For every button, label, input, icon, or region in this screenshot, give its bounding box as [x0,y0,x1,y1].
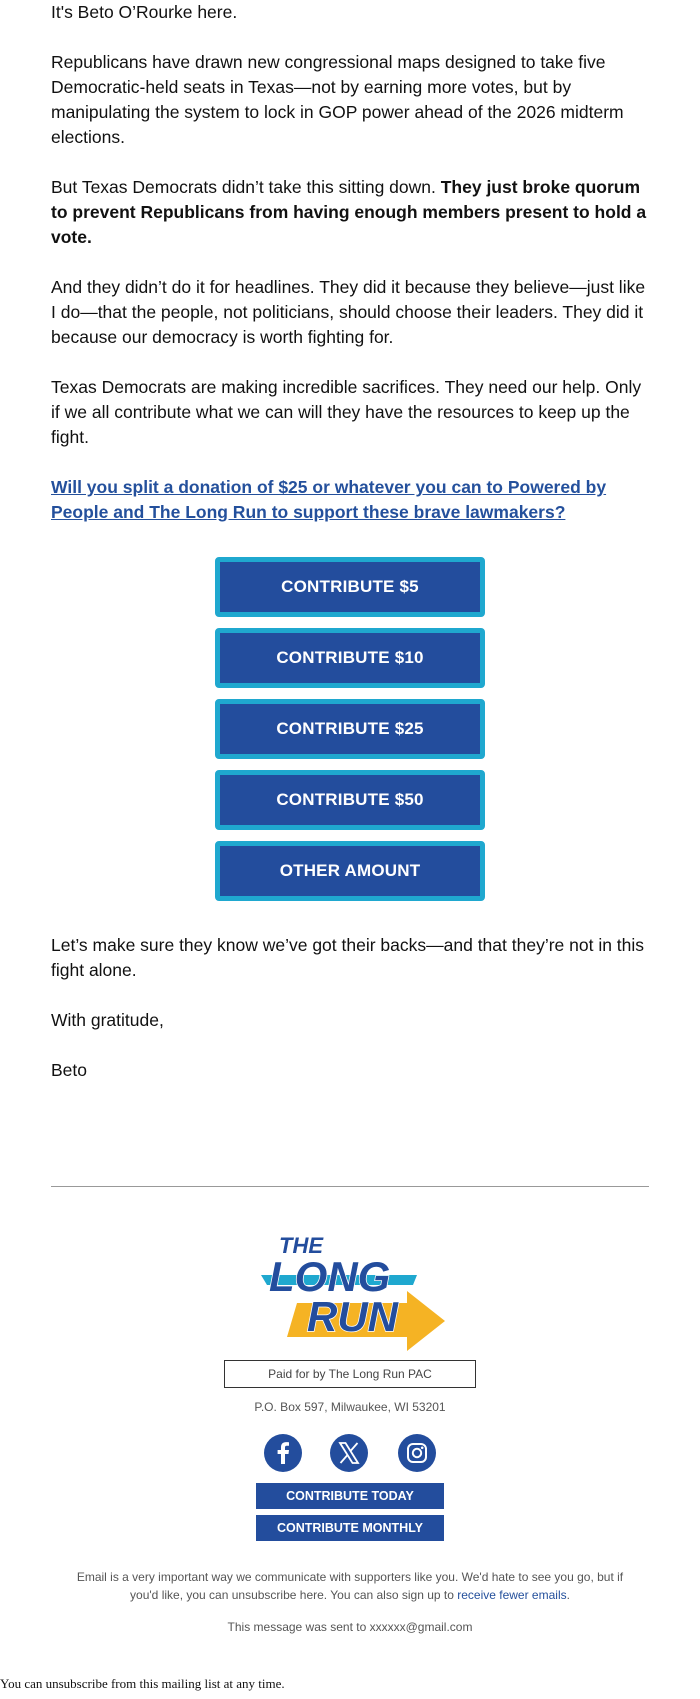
fine-print [70,1568,630,1604]
paragraph-quorum-bold: They just broke quorum to prevent Republicans from having enough members present to hold a vote. [51,177,647,247]
sent-to-notice: This message was sent to xxxxxx@gmail.com [227,1620,473,1634]
paragraph-maps: Republicans have drawn new congressional maps designed to take five Democratic-held seats in Texas—not by earning more votes, but by manipulating the system to lock in GOP power ahead of the 2026 midterm elections. [51,52,624,147]
contribute-25-button[interactable]: CONTRIBUTE $25 [215,699,485,759]
other-amount-button[interactable]: OTHER AMOUNT [215,841,485,901]
paragraph-quorum [51,175,649,250]
donation-ask-link[interactable]: Will you split a donation of $25 or whatever you can to Powered by People and The Long Run to support these brave lawmakers? [51,477,607,522]
mailing-address: P.O. Box 597, Milwaukee, WI 53201 [254,1400,446,1414]
facebook-icon [264,1434,302,1472]
facebook-link[interactable] [264,1434,302,1472]
logo-the: THE [279,1233,323,1258]
paragraph-sacrifices: Texas Democrats are making incredible sacrifices. They need our help. Only if we all contribute what we can will they have the resources to keep up the fight. [51,377,642,447]
receive-fewer-emails-link[interactable]: receive fewer emails [457,1588,567,1602]
unsubscribe-notice: You can unsubscribe from this mailing list at any time. [0,1676,285,1691]
x-link[interactable] [330,1434,368,1472]
closing: With gratitude, [51,1010,164,1030]
contribute-monthly-button[interactable]: CONTRIBUTE MONTHLY [256,1515,444,1541]
long-run-logo [257,1225,445,1353]
logo-long: LONG [269,1253,391,1300]
x-icon [330,1434,368,1472]
paragraph-backs: Let’s make sure they know we’ve got their backs—and that they’re not in this fight alone. [51,935,645,980]
fine-print-end: . [566,1588,570,1602]
contribute-50-button[interactable]: CONTRIBUTE $50 [215,770,485,830]
greeting: It's Beto O’Rourke here. [51,2,238,22]
contribute-today-button[interactable]: CONTRIBUTE TODAY [256,1483,444,1509]
contribute-10-button[interactable]: CONTRIBUTE $10 [215,628,485,688]
signature: Beto [51,1060,87,1080]
paragraph-headlines: And they didn’t do it for headlines. They did it because they believe—just like I do—that the people, not politicians, should choose their leaders. They did it because our democracy is worth fighting for. [51,277,646,347]
contribute-5-button[interactable]: CONTRIBUTE $5 [215,557,485,617]
paid-for-disclaimer: Paid for by The Long Run PAC [224,1360,476,1388]
instagram-link[interactable] [398,1434,436,1472]
instagram-icon [398,1434,436,1472]
email-body [51,0,649,1108]
fine-print-text: Email is a very important way we communicate with supporters like you. We'd hate to see you go, but if you'd like, you can unsubscribe here. You can also sign up to [76,1570,624,1602]
footer-divider [51,1186,649,1187]
paragraph-quorum-lead: But Texas Democrats didn’t take this sitting down. [51,177,441,197]
contribution-buttons [51,557,649,901]
logo-run: RUN [307,1293,398,1340]
